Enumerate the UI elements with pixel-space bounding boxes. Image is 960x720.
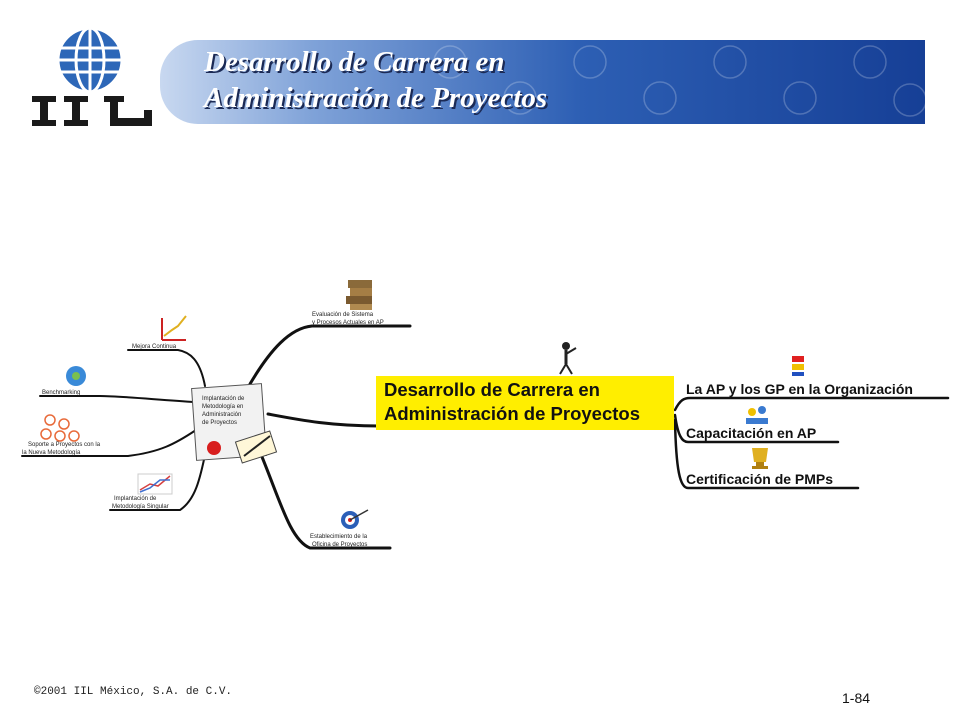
left-hub-line-1: Implantación de: [202, 396, 245, 402]
title-line-2: Administración de Proyectos: [204, 82, 548, 114]
training-people-icon: [746, 406, 768, 424]
connector-mejora: [128, 350, 205, 386]
benchmarking-label: Benchmarking: [42, 390, 81, 396]
books-stack-icon: [346, 280, 372, 310]
evaluacion-line-2: y Procesos Actuales en AP: [312, 320, 384, 326]
org-chart-icon: [792, 356, 804, 376]
left-hub-line-4: de Proyectos: [202, 420, 238, 426]
target-dart-icon: [341, 510, 368, 529]
soporte-line-2: la Nueva Metodología: [22, 450, 81, 456]
soporte-line-1: Soporte a Proyectos con la: [28, 442, 101, 448]
growth-chart-icon: [162, 316, 186, 340]
connector-benchmarking: [40, 396, 195, 402]
title-line-1: Desarrollo de Carrera en: [204, 46, 505, 78]
branch-capacitacion: Capacitación en AP: [686, 425, 817, 441]
left-hub-document: [192, 384, 277, 463]
people-network-icon: [41, 415, 79, 441]
copyright-text: ©2001 IIL México, S.A. de C.V.: [34, 686, 233, 698]
connector-right-1: [675, 398, 948, 410]
trend-graph-icon: [138, 474, 172, 494]
globe-gear-icon: [66, 366, 86, 386]
mejora-label: Mejora Continua: [132, 344, 177, 350]
branch-ap-gp-organizacion: La AP y los GP en la Organización: [686, 381, 913, 397]
branch-certificacion: Certificación de PMPs: [686, 471, 834, 487]
left-hub-line-2: Metodología en: [202, 404, 244, 410]
singular-line-2: Metodología Singular: [112, 504, 169, 510]
left-hub-line-3: Administración: [202, 412, 242, 418]
central-line-1: Desarrollo de Carrera en: [384, 379, 600, 400]
businessman-icon: [560, 342, 576, 374]
red-seal-icon: [207, 441, 221, 455]
evaluacion-line-1: Evaluación de Sistema: [312, 312, 374, 318]
trophy-icon: [752, 448, 768, 469]
central-topic: [376, 376, 674, 430]
oficina-line-2: Oficina de Proyectos: [312, 542, 368, 548]
connector-center-left: [268, 414, 380, 426]
oficina-line-1: Establecimiento de la: [310, 534, 368, 540]
singular-line-1: Implantación de: [114, 496, 157, 502]
central-line-2: Administración de Proyectos: [384, 403, 640, 424]
page-number: 1-84: [842, 690, 871, 706]
